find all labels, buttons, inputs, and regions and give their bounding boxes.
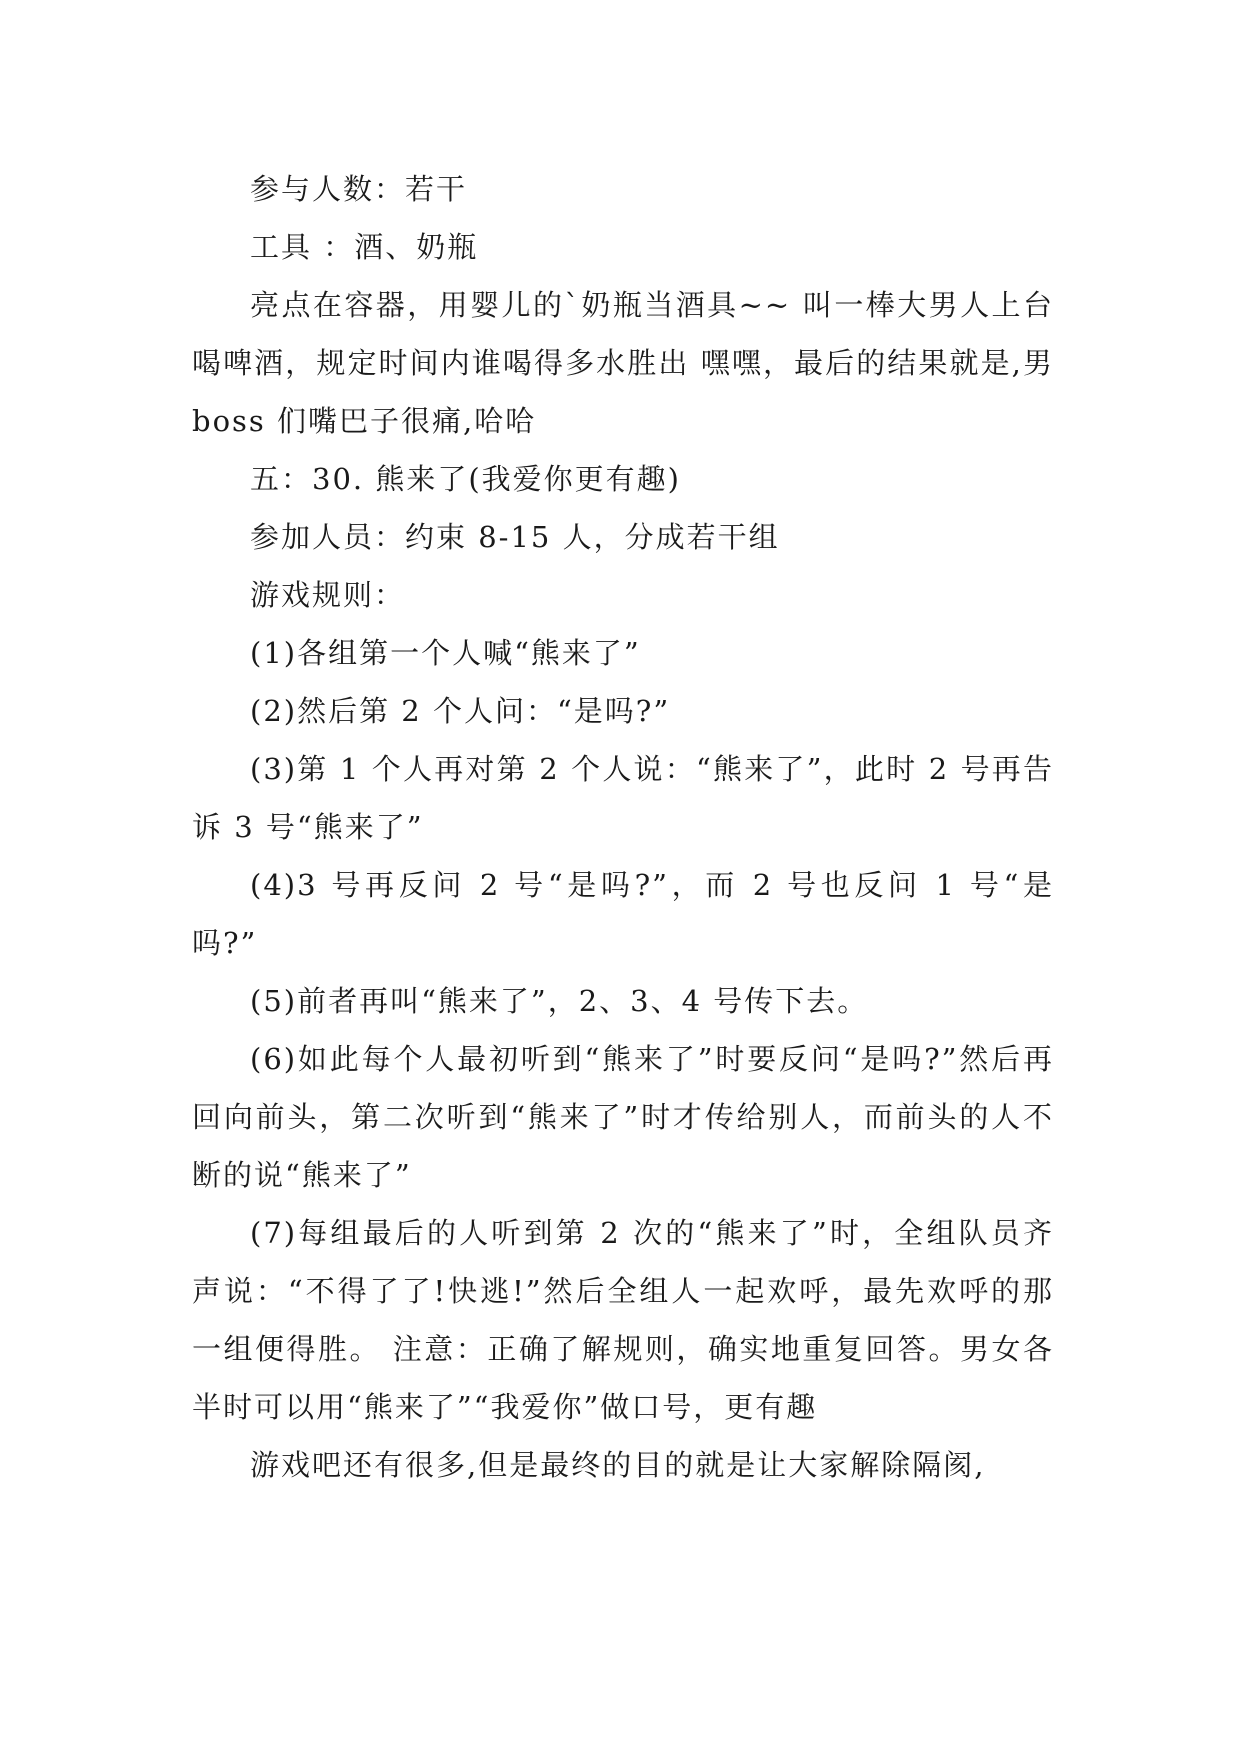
paragraph-highlight: 亮点在容器，用婴儿的`奶瓶当酒具~~ 叫一棒大男人上台喝啤酒，规定时间内谁喝得多水胜出 嘿嘿，最后的结果就是,男 boss 们嘴巴子很痛,哈哈 [192, 288, 1054, 438]
document-body [192, 160, 1054, 1494]
paragraph-tools: 工具 ：酒、奶瓶 [250, 230, 479, 264]
paragraph-rule-7: (7)每组最后的人听到第 2 次的“熊来了”时，全组队员齐声说：“不得了了!快逃!”然后全组人一起欢呼，最先欢呼的那一组便得胜。 注意：正确了解规则，确实地重复回答。男女各半时可以用“熊来了”“我爱你”做口号，更有趣 [192, 1216, 1054, 1424]
paragraph-rule-6: (6)如此每个人最初听到“熊来了”时要反问“是吗?”然后再回向前头，第二次听到“熊来了”时才传给别人，而前头的人不断的说“熊来了” [192, 1042, 1054, 1192]
paragraph-section-heading: 五：30. 熊来了(我爱你更有趣) [250, 462, 681, 496]
paragraph-closing: 游戏吧还有很多,但是最终的目的就是让大家解除隔阂, [250, 1448, 986, 1482]
paragraph-rule-3: (3)第 1 个人再对第 2 个人说：“熊来了”，此时 2 号再告诉 3 号“熊来了” [192, 752, 1054, 844]
paragraph-participants-count: 参加人员：约束 8-15 人，分成若干组 [250, 520, 780, 554]
paragraph-rule-4: (4)3 号再反问 2 号“是吗?”，而 2 号也反问 1 号“是吗?” [192, 868, 1054, 960]
paragraph-rule-1: (1)各组第一个人喊“熊来了” [250, 636, 641, 670]
paragraph-rules-heading: 游戏规则： [250, 578, 406, 612]
paragraph-rule-5: (5)前者再叫“熊来了”，2、3、4 号传下去。 [250, 984, 869, 1018]
paragraph-rule-2: (2)然后第 2 个人问：“是吗?” [250, 694, 671, 728]
paragraph-participants: 参与人数：若干 [250, 172, 468, 206]
